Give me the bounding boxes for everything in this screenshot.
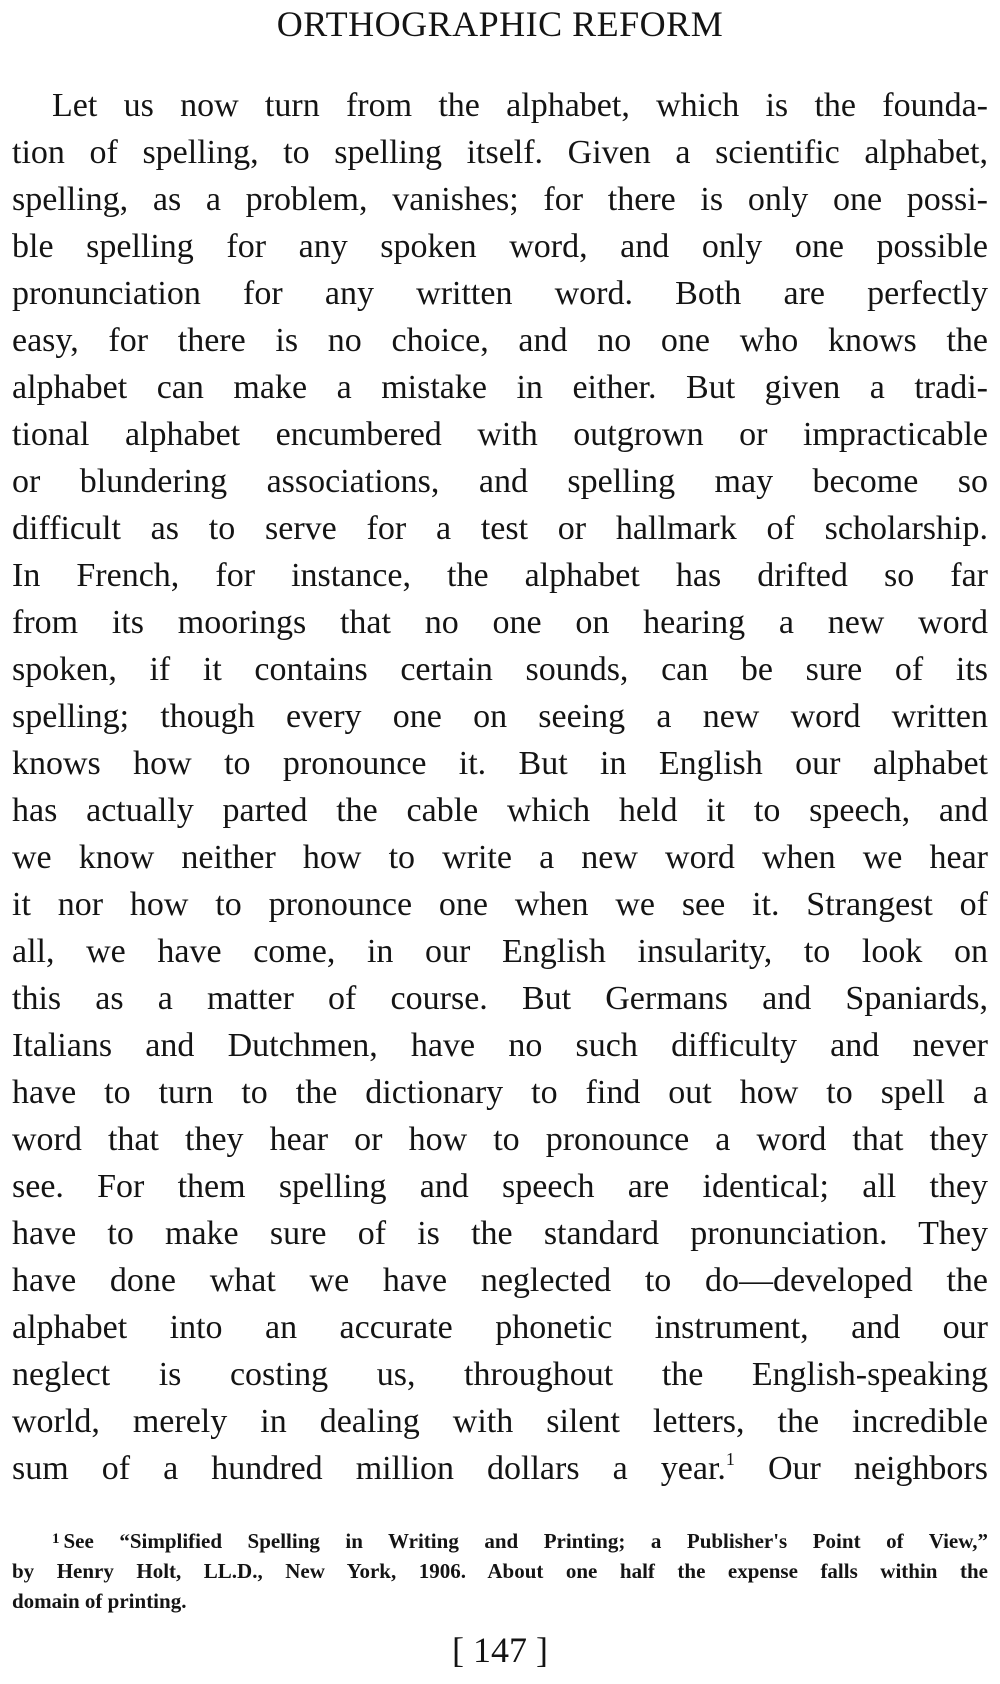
footnote-line: by Henry Holt, LL.D., New York, 1906. About one half the expense falls within the xyxy=(12,1559,988,1583)
text-line: In French, for instance, the alphabet has drifted so far xyxy=(12,557,988,594)
footnote-reference[interactable]: 1 xyxy=(725,1449,735,1469)
text-line: or blundering associations, and spelling may become so xyxy=(12,463,988,500)
text-line: have to turn to the dictionary to find out how to spell a xyxy=(12,1074,988,1111)
text-line: all, we have come, in our English insularity, to look on xyxy=(12,933,988,970)
text-line: spelling; though every one on seeing a new word written xyxy=(12,698,988,735)
text-line-last xyxy=(12,1445,988,1492)
footnote-text: See “Simplified Spelling in Writing and Printing; a Publisher's Point of View,” xyxy=(63,1529,988,1553)
text-line: see. For them spelling and speech are identical; all they xyxy=(12,1168,988,1205)
text-line: difficult as to serve for a test or hallmark of scholarship. xyxy=(12,510,988,547)
text-line: easy, for there is no choice, and no one who knows the xyxy=(12,322,988,359)
text-line: tional alphabet encumbered with outgrown or impracticable xyxy=(12,416,988,453)
page-number: [ 147 ] xyxy=(452,1630,548,1670)
text-segment: sum of a hundred million dollars a year. xyxy=(12,1450,726,1487)
text-line: spoken, if it contains certain sounds, can be sure of its xyxy=(12,651,988,688)
text-line: world, merely in dealing with silent letters, the incredible xyxy=(12,1403,988,1440)
footnote-line: domain of printing. xyxy=(12,1589,187,1613)
text-line: alphabet can make a mistake in either. But given a tradi- xyxy=(12,369,988,406)
book-page xyxy=(12,0,988,1684)
text-line: pronunciation for any written word. Both are perfectly xyxy=(12,275,988,312)
text-line: have done what we have neglected to do—developed the xyxy=(12,1262,988,1299)
text-line: has actually parted the cable which held it to speech, and xyxy=(12,792,988,829)
text-segment: Our neighbors xyxy=(734,1450,988,1487)
text-line: it nor how to pronounce one when we see it. Strangest of xyxy=(12,886,988,923)
text-line: Let us now turn from the alphabet, which is the founda- xyxy=(52,87,988,124)
text-line: tion of spelling, to spelling itself. Given a scientific alphabet, xyxy=(12,134,988,171)
footnote xyxy=(12,1524,988,1616)
text-line: spelling, as a problem, vanishes; for there is only one possi- xyxy=(12,181,988,218)
text-line: neglect is costing us, throughout the English-speaking xyxy=(12,1356,988,1393)
text-line: this as a matter of course. But Germans and Spaniards, xyxy=(12,980,988,1017)
body-paragraph xyxy=(12,82,988,1492)
text-line: from its moorings that no one on hearing a new word xyxy=(12,604,988,641)
text-line: ble spelling for any spoken word, and only one possible xyxy=(12,228,988,265)
running-head: ORTHOGRAPHIC REFORM xyxy=(276,4,724,44)
text-line: we know neither how to write a new word when we hear xyxy=(12,839,988,876)
text-line: word that they hear or how to pronounce a word that they xyxy=(12,1121,988,1158)
text-line: Italians and Dutchmen, have no such difficulty and never xyxy=(12,1027,988,1064)
text-line: alphabet into an accurate phonetic instrument, and our xyxy=(12,1309,988,1346)
text-line: have to make sure of is the standard pronunciation. They xyxy=(12,1215,988,1252)
footnote-line xyxy=(12,1524,988,1556)
text-line: knows how to pronounce it. But in English our alphabet xyxy=(12,745,988,782)
footnote-marker: 1 xyxy=(52,1531,60,1547)
